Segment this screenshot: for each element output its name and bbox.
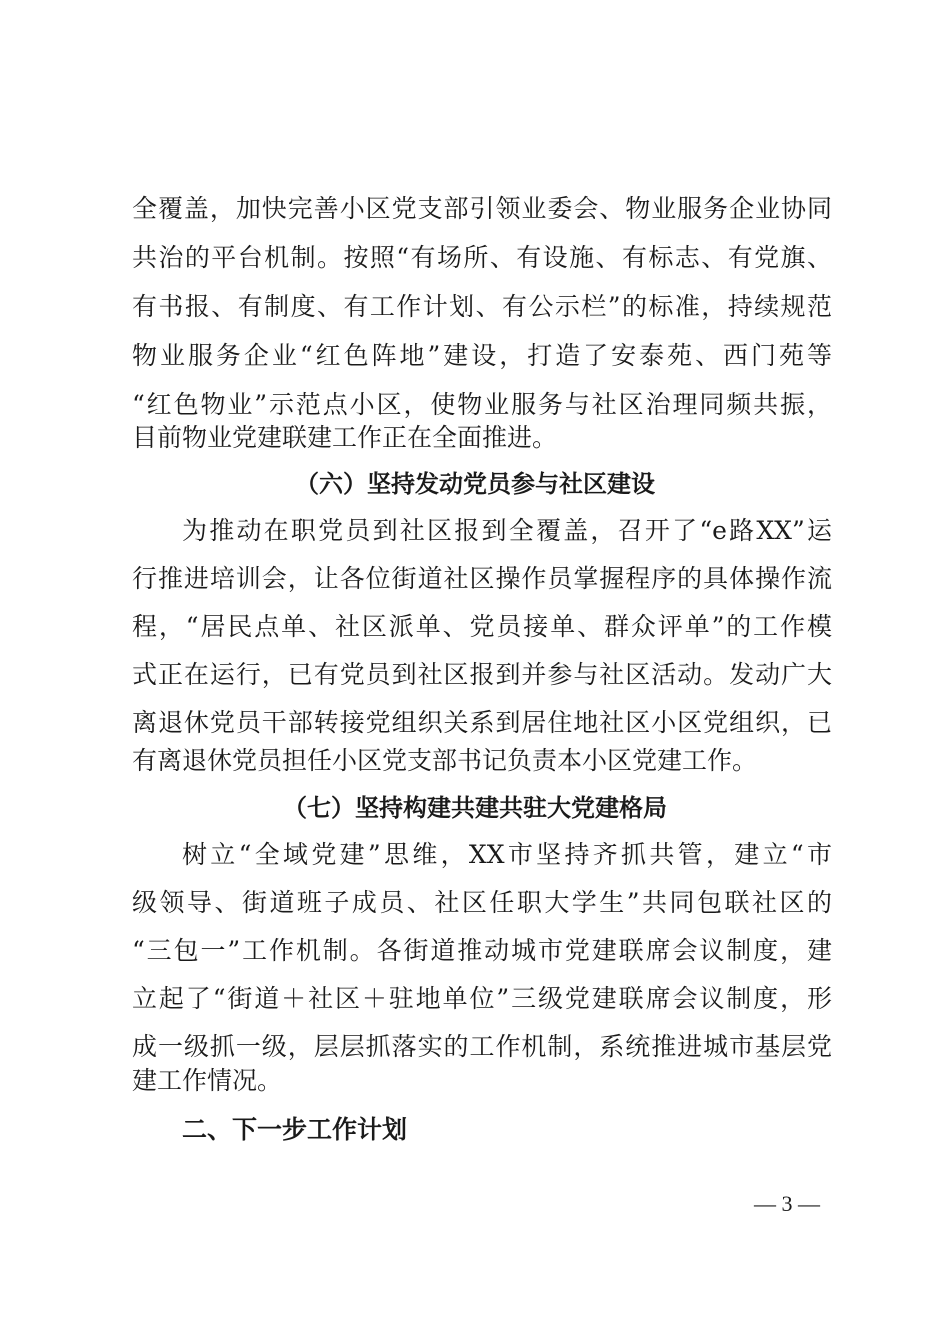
subheading-six: （六）坚持发动党员参与社区建设	[295, 470, 655, 498]
section-heading-two: 二、下一步工作计划	[182, 1115, 408, 1144]
paragraph-1-line-1: 全覆盖，加快完善小区党支部引领业委会、物业服务企业协同	[132, 194, 832, 223]
page-number: — 3 —	[754, 1191, 820, 1216]
paragraph-3-line-4: 立起了“街道＋社区＋驻地单位”三级党建联席会议制度，形	[132, 984, 832, 1013]
paragraph-3-line-1: 树立“全域党建”思维，XX市坚持齐抓共管，建立“市	[182, 840, 832, 869]
paragraph-1-line-5: “红色物业”示范点小区，使物业服务与社区治理同频共振，	[132, 390, 832, 419]
paragraph-1-line-3: 有书报、有制度、有工作计划、有公示栏”的标准，持续规范	[132, 292, 832, 321]
subheading-seven: （七）坚持构建共建共驻大党建格局	[283, 794, 667, 822]
paragraph-1-line-2: 共治的平台机制。按照“有场所、有设施、有标志、有党旗、	[132, 243, 832, 272]
paragraph-2-line-1: 为推动在职党员到社区报到全覆盖，召开了“e路XX”运	[182, 516, 832, 545]
paragraph-3-line-3: “三包一”工作机制。各街道推动城市党建联席会议制度，建	[132, 936, 832, 965]
paragraph-1-line-4: 物业服务企业“红色阵地”建设，打造了安泰苑、西门苑等	[132, 341, 832, 370]
paragraph-2-line-5: 离退休党员干部转接党组织关系到居住地社区小区党组织，已	[132, 708, 832, 737]
paragraph-1-line-6: 目前物业党建联建工作正在全面推进。	[132, 423, 558, 452]
paragraph-2-line-6: 有离退休党员担任小区党支部书记负责本小区党建工作。	[132, 746, 758, 775]
paragraph-2-line-2: 行推进培训会，让各位街道社区操作员掌握程序的具体操作流	[132, 564, 832, 593]
paragraph-3-line-6: 建工作情况。	[132, 1066, 283, 1095]
paragraph-3-line-2: 级领导、街道班子成员、社区任职大学生”共同包联社区的	[132, 888, 832, 917]
paragraph-3-line-5: 成一级抓一级，层层抓落实的工作机制，系统推进城市基层党	[132, 1032, 832, 1061]
paragraph-2-line-3: 程，“居民点单、社区派单、党员接单、群众评单”的工作模	[132, 612, 832, 641]
paragraph-2-line-4: 式正在运行，已有党员到社区报到并参与社区活动。发动广大	[132, 660, 832, 689]
